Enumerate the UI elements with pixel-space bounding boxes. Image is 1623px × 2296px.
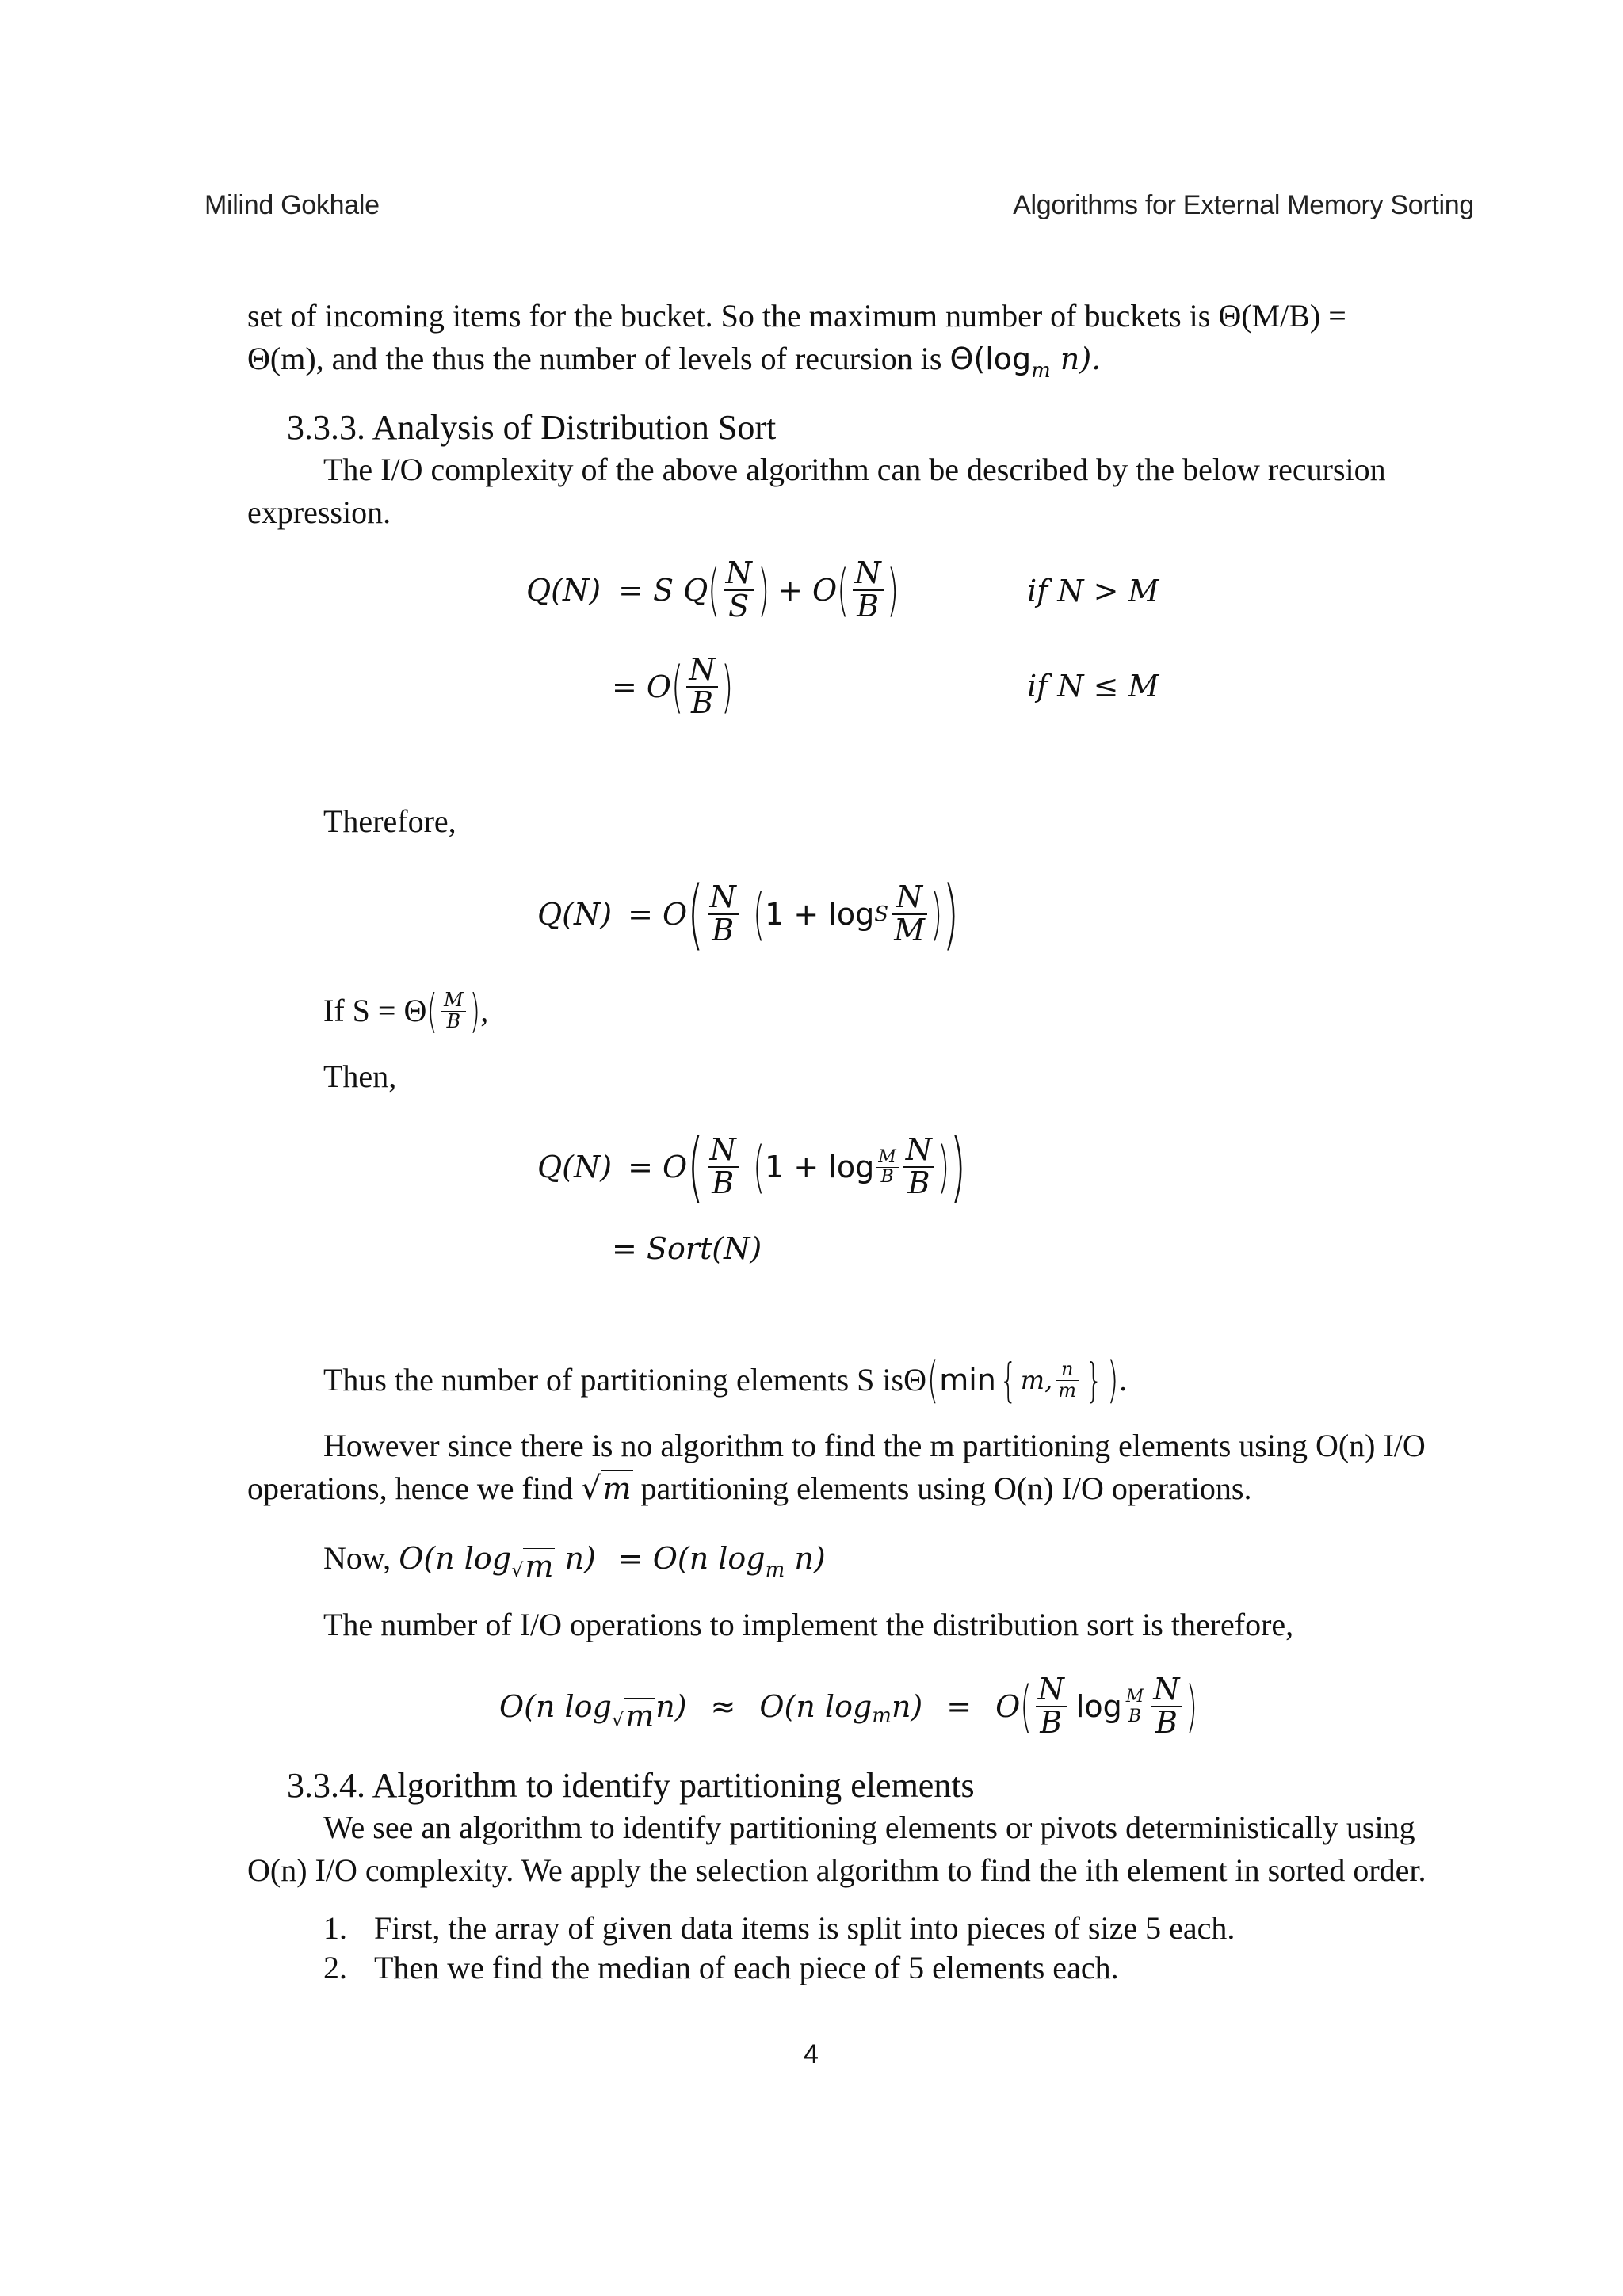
list-item-text: Then we find the median of each piece of 5 elements each.: [374, 1950, 1119, 1985]
if-s-text: If S = Θ: [323, 993, 427, 1028]
eq4-log-base-den: B: [880, 1166, 894, 1187]
intro-line-2: [247, 338, 1436, 392]
however-line-2-a: operations, hence we find: [247, 1470, 581, 1506]
eq2-frac-num: N: [686, 654, 717, 688]
if-s-comma: ,: [480, 993, 489, 1028]
thus-frac-den: m: [1058, 1379, 1077, 1402]
eq1-paren-close-1: ): [757, 558, 769, 623]
final-frac-2: [1151, 1674, 1182, 1739]
final-a: O(n log: [499, 1689, 612, 1724]
now-label: Now,: [323, 1540, 399, 1576]
now-lhs-sub-arg: m: [525, 1549, 554, 1584]
eq3-paren-open-outer: (: [687, 870, 705, 959]
sqrt-m-arg: m: [602, 1471, 632, 1506]
final-paren-close: ): [1185, 1674, 1197, 1739]
sqrt-m: [581, 1467, 633, 1510]
final-a-sub: √m: [611, 1699, 655, 1733]
eq3-frac-2-num: N: [892, 882, 927, 915]
eq4-frac-2-num: N: [903, 1135, 934, 1168]
eq1-paren-open-1: (: [708, 558, 720, 623]
equation-result-1: [537, 867, 960, 962]
eq2-paren-open: (: [671, 654, 684, 719]
eq4-paren-close-inner: ): [938, 1135, 950, 1199]
thus-theta: Θ: [903, 1362, 926, 1398]
eq3-paren-close-outer: ): [942, 870, 960, 959]
eq1-condition: if N > M: [1027, 574, 1159, 608]
eq3-log-base: S: [874, 902, 889, 926]
eq4-lhs: Q(N): [537, 1150, 613, 1184]
io-ops-line: The number of I/O operations to implement the distribution sort is therefore,: [323, 1607, 1294, 1642]
header-title: Algorithms for External Memory Sorting: [1013, 190, 1474, 220]
eq3-paren-close-inner: ): [930, 882, 943, 947]
equation-recursion-1: [526, 547, 899, 634]
intro-math-sub: m: [1031, 359, 1051, 383]
eq4-paren-open-outer: (: [687, 1123, 705, 1211]
eq4-eq: = O: [628, 1150, 688, 1184]
if-s-frac-num: M: [441, 990, 466, 1011]
sqrt-radical-icon: √: [580, 1470, 601, 1507]
however-line-1: However since there is no algorithm to find the m partitioning elements using O(n) I/O: [323, 1428, 1426, 1463]
section-333-para-line-1: The I/O complexity of the above algorithm can be described by the below recursion: [323, 452, 1386, 487]
thus-min: min: [939, 1363, 996, 1398]
page-number: 4: [804, 2039, 819, 2069]
thus-end: .: [1119, 1362, 1128, 1398]
now-lhs-a: O(n log: [399, 1541, 512, 1576]
final-frac-1: [1036, 1674, 1067, 1739]
final-frac-1-num: N: [1036, 1674, 1067, 1707]
eq4-log-base-num: M: [876, 1148, 899, 1167]
eq3-lhs: Q(N): [537, 897, 613, 932]
intro-math: Θ(log: [949, 341, 1032, 376]
final-b: O(n log: [759, 1689, 873, 1724]
eq3-one-log: 1 + log: [765, 897, 875, 932]
eq1-plus: + O: [777, 573, 838, 608]
however-line-2: [247, 1467, 1251, 1510]
eq3-eq: = O: [628, 897, 688, 932]
eq3-frac-2-den: M: [894, 913, 925, 948]
eq1-frac-1-num: N: [724, 558, 754, 591]
thus-brace-close: }: [1085, 1353, 1103, 1407]
header-author: Milind Gokhale: [204, 190, 380, 220]
now-rhs-b: n): [785, 1541, 826, 1576]
eq1-frac-2-den: B: [857, 589, 880, 624]
if-s-frac: [441, 990, 466, 1031]
now-line: [323, 1537, 826, 1592]
eq3-paren-open-inner: (: [752, 882, 766, 947]
eq2-paren-close: ): [720, 654, 733, 719]
thus-brace-open: {: [999, 1353, 1018, 1407]
eq1-frac-1: [724, 555, 754, 624]
if-s-paren-open: (: [426, 984, 438, 1038]
then-label: Then,: [323, 1058, 397, 1094]
final-approx: ≈: [710, 1689, 736, 1724]
final-log: log: [1075, 1689, 1122, 1724]
final-paren-open: (: [1020, 1674, 1033, 1739]
eq4-log-base: [876, 1148, 899, 1185]
if-s-frac-den: B: [446, 1009, 461, 1032]
final-frac-2-num: N: [1151, 1674, 1182, 1707]
therefore-label: Therefore,: [323, 803, 456, 839]
eq3-frac-1: [708, 879, 739, 948]
now-lhs-b: n): [555, 1541, 596, 1576]
eq2-frac-den: B: [691, 685, 713, 720]
final-a-sub-arg: m: [625, 1699, 655, 1733]
intro-math-end: n).: [1050, 341, 1102, 376]
however-line-2-b: partitioning elements using O(n) I/O operations.: [632, 1470, 1252, 1506]
eq3-frac-1-den: B: [712, 913, 735, 948]
final-eq: =: [946, 1689, 972, 1724]
list-item-number: 1.: [323, 1910, 347, 1946]
final-frac-1-den: B: [1040, 1705, 1063, 1740]
final-log-base: [1124, 1688, 1147, 1725]
eq1-frac-2-num: N: [853, 558, 884, 591]
if-s-line: [323, 979, 488, 1043]
eq2-condition: if N ≤ M: [1027, 669, 1159, 704]
eq4-frac-1-den: B: [712, 1165, 735, 1200]
section-heading-334: 3.3.4. Algorithm to identify partitioning elements: [287, 1766, 975, 1805]
equation-result-2: [537, 1116, 967, 1219]
eq2-eq: = O: [612, 669, 672, 704]
equation-final: [499, 1659, 1197, 1754]
eq4-frac-1: [708, 1132, 739, 1200]
equation-sort: = Sort(N): [612, 1231, 762, 1266]
thus-frac-num: n: [1056, 1360, 1079, 1380]
final-frac-2-den: B: [1155, 1705, 1178, 1740]
list-item-number: 2.: [323, 1950, 347, 1985]
final-log-base-num: M: [1124, 1688, 1147, 1707]
thus-paren-open: (: [926, 1351, 939, 1409]
eq3-frac-1-num: N: [708, 882, 739, 915]
final-a-end: n): [655, 1689, 687, 1724]
now-lhs-sub: √m: [511, 1549, 554, 1584]
eq1-lhs: Q(N): [526, 573, 601, 608]
final-log-base-den: B: [1128, 1706, 1142, 1726]
eq4-paren-open-inner: (: [752, 1135, 766, 1199]
eq4-paren-close-outer: ): [949, 1123, 967, 1211]
eq2-frac: [686, 654, 717, 719]
thus-m: m,: [1020, 1365, 1053, 1395]
eq3-frac-2: [892, 879, 927, 948]
equation-recursion-2: [612, 643, 733, 730]
eq1-eq: = S Q: [618, 573, 708, 608]
thus-text: Thus the number of partitioning elements S is: [323, 1362, 904, 1398]
section-heading-333: 3.3.3. Analysis of Distribution Sort: [287, 408, 777, 447]
intro-line-1: set of incoming items for the bucket. So the maximum number of buckets is Θ(M/B) =: [247, 298, 1346, 334]
eq4-frac-1-num: N: [708, 1135, 739, 1168]
section-334-para-line-1: We see an algorithm to identify partitioning elements or pivots deterministically using: [323, 1810, 1415, 1845]
list-item-text: First, the array of given data items is split into pieces of size 5 each.: [374, 1910, 1235, 1946]
if-s-paren-close: ): [469, 984, 480, 1038]
thus-line: [323, 1348, 1127, 1412]
final-b-end: n): [891, 1689, 923, 1724]
eq1-frac-1-den: S: [728, 589, 750, 624]
final-c: O: [995, 1689, 1021, 1724]
eq4-frac-2-den: B: [907, 1165, 930, 1200]
section-333-para-line-2: expression.: [247, 494, 391, 530]
eq4-one-log: 1 + log: [765, 1150, 875, 1184]
eq4-frac-2: [903, 1132, 934, 1200]
eq1-paren-close-2: ): [886, 558, 899, 623]
intro-line-2-text: Θ(m), and the thus the number of levels of recursion is: [247, 341, 950, 376]
final-b-sub: m: [872, 1704, 892, 1728]
eq1-paren-open-2: (: [837, 558, 850, 623]
now-rhs-sub: m: [765, 1558, 785, 1582]
thus-paren-close: ): [1106, 1351, 1119, 1409]
eq1-frac-2: [853, 555, 884, 624]
thus-frac: [1056, 1360, 1079, 1400]
now-rhs-a: = O(n log: [617, 1541, 766, 1576]
section-334-para-line-2: O(n) I/O complexity. We apply the selection algorithm to find the ith element in sorted order.: [247, 1852, 1426, 1888]
